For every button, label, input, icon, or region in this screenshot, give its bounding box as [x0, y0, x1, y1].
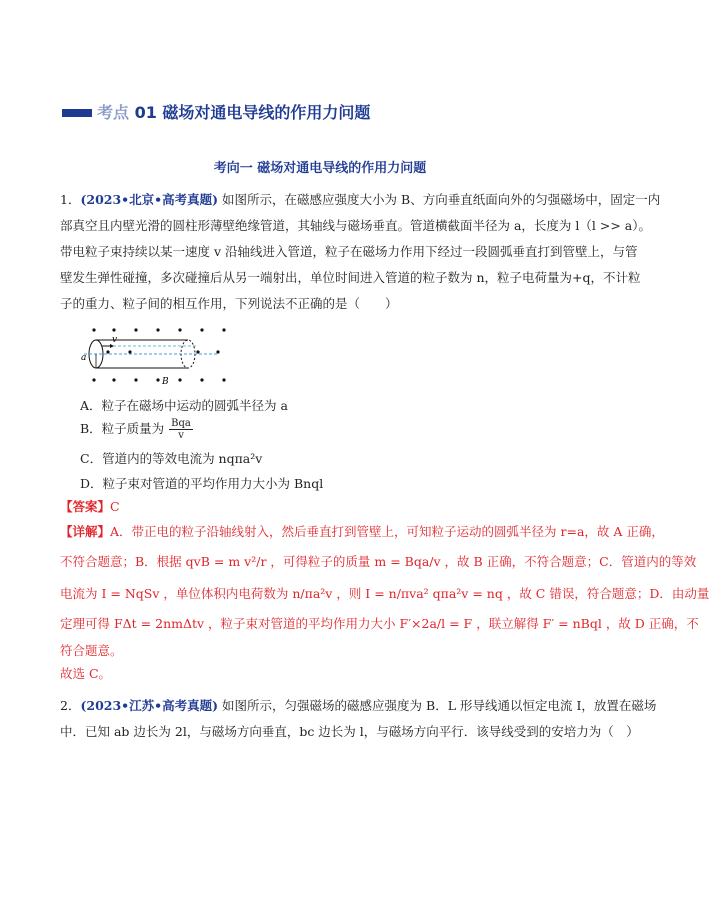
- q1-option-b-fraction: $\frac{\text{Bqa}}{v}$: [171, 418, 191, 441]
- q1-option-a: A．粒子在磁场中运动的圆弧半径为 a: [80, 398, 288, 413]
- section-bar: [62, 109, 92, 117]
- q1-detail-line-3: 电流为 I = NqSv ，单位体积内电荷数为 n/πa²v ，则 I = n/πva² qπa²v = nq ，故 C 错误，符合题意；D．由动量: [60, 586, 709, 601]
- q1-line-4: 壁发生弹性碰撞，多次碰撞后从另一端射出，单位时间进入管道的粒子数为 n，粒子电荷量为+q，不计粒: [60, 270, 641, 285]
- subtitle: 考向一 磁场对通电导线的作用力问题: [213, 161, 427, 176]
- section-title: 考点 01 磁场对通电导线的作用力问题: [97, 103, 371, 122]
- q1-detail-line-1: 【详解】A．带正电的粒子沿轴线射入，然后垂直打到管壁上，可知粒子运动的圆弧半径为 r=a，故 A 正确，: [60, 524, 664, 539]
- q1-line-1: 1．(2023•北京•高考真题) 如图所示，在磁感应强度大小为 B、方向垂直纸面向外的匀强磁场中，固定一内: [60, 192, 661, 207]
- label-a: a: [81, 353, 87, 363]
- q1-line-5: 子的重力、粒子间的相互作用，下列说法不正确的是（ ）: [60, 296, 398, 311]
- q1-conclusion: 故选 C。: [60, 666, 112, 681]
- q1-option-b: B．粒子质量为 $\frac{\text{Bqa}}{v}$: [80, 418, 191, 441]
- q1-detail-line-5: 符合题意。: [60, 643, 123, 658]
- q1-detail-line-2: 不符合题意；B．根据 qvB = m v²/r ，可得粒子的质量 m = Bqa/v ，故 B 正确，不符合题意；C．管道内的等效: [60, 554, 697, 569]
- q2-line-1: 2．(2023•江苏•高考真题) 如图所示，匀强磁场的磁感应强度为 B．L 形导线通以恒定电流 I，放置在磁场: [60, 698, 657, 713]
- q1-line-3: 带电粒子束持续以某一速度 v 沿轴线进入管道，粒子在磁场力作用下经过一段圆弧垂直打到管壁上，与管: [60, 244, 638, 259]
- q1-answer: 【答案】C: [60, 499, 120, 514]
- q1-option-d: D．粒子束对管道的平均作用力大小为 Bnql: [80, 476, 324, 491]
- magnetic-field-tube-figure: [78, 324, 248, 390]
- q1-detail-line-4: 定理可得 FΔt = 2nmΔtv ，粒子束对管道的平均作用力大小 F′×2a/l = F ，联立解得 F′ = nBql ，故 D 正确，不: [60, 616, 699, 631]
- label-B: B: [162, 377, 169, 387]
- q2-line-2: 中．已知 ab 边长为 2l，与磁场方向垂直，bc 边长为 l，与磁场方向平行．该导线受到的安培力为（ ）: [60, 724, 639, 739]
- q1-line-2: 部真空且内壁光滑的圆柱形薄壁绝缘管道，其轴线与磁场垂直。管道横截面半径为 a，长度为 l（l >> a）。: [60, 218, 651, 233]
- tube-diagram: [78, 324, 248, 390]
- label-v: v: [112, 335, 118, 345]
- q1-option-c: C．管道内的等效电流为 nqπa²v: [80, 451, 263, 466]
